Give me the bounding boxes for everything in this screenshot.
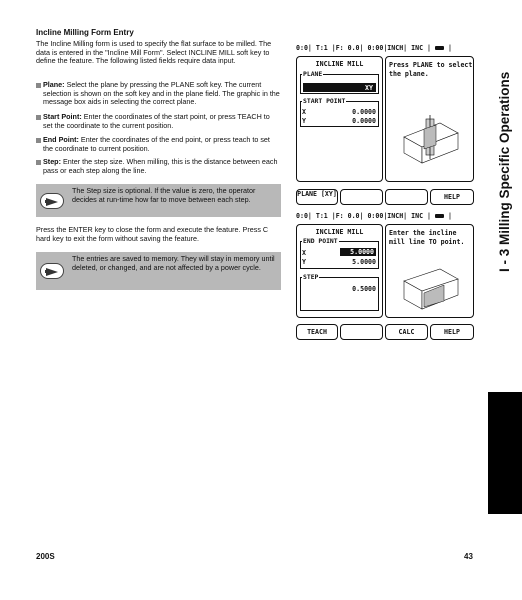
- y-value-field[interactable]: 5.0000: [352, 258, 376, 266]
- bullet-icon: [36, 83, 41, 88]
- step-value-field[interactable]: 0.5000: [352, 285, 376, 293]
- list-item-end-point: End Point: Enter the coordinates of the end point, or press teach to set the coordinate to current position.: [36, 136, 281, 153]
- side-tab-bar: [488, 392, 522, 514]
- status-bar: 0:0| T:1 |F: 0.0| 0:00|INCH| INC | |: [296, 44, 452, 52]
- softkey-3[interactable]: [385, 189, 428, 205]
- note-text: The Step size is optional. If the value is zero, the operator decides at run-time how far to move between each step.: [72, 186, 256, 204]
- form-panel: [296, 224, 383, 318]
- section-heading: Incline Milling Form Entry: [36, 28, 134, 37]
- plane-graphic: [400, 115, 462, 167]
- form-title: INCLINE MILL: [315, 60, 364, 68]
- readout-screen-2: [296, 212, 474, 344]
- softkey-plane[interactable]: PLANE [XY]: [296, 189, 338, 205]
- x-value-field[interactable]: 0.0000: [352, 108, 376, 116]
- page-number: 43: [464, 552, 473, 561]
- group-label: END POINT: [303, 237, 338, 245]
- form-title: INCLINE MILL: [315, 228, 364, 236]
- step-group: [300, 277, 379, 311]
- bullet-icon: [36, 115, 41, 120]
- paragraph-enter: Press the ENTER key to close the form and execute the feature. Press C hard key to exit the form without saving the feature.: [36, 225, 269, 243]
- bullet-icon: [36, 138, 41, 143]
- note-box-step: [36, 184, 281, 217]
- message-text: Enter the incline mill line TO point.: [389, 229, 465, 246]
- y-value-field[interactable]: 0.0000: [352, 117, 376, 125]
- plane-field[interactable]: XY: [303, 83, 376, 92]
- list-item-plane: Plane: Select the plane by pressing the PLANE soft key. The current selection is shown on the soft key and in the plane field. The graphic in the message box aids in selecting the correct plane.: [36, 81, 281, 107]
- pencil-icon: [435, 46, 444, 50]
- softkey-2[interactable]: [340, 189, 383, 205]
- side-title: I - 3 Milling Specific Operations: [497, 71, 512, 272]
- note-text: The entries are saved to memory. They will stay in memory until deleted, or changed, and are not affected by a power cycle.: [72, 254, 275, 272]
- status-bar: 0:0| T:1 |F: 0.0| 0:00|INCH| INC | |: [296, 212, 452, 220]
- list-item-start-point: Start Point: Enter the coordinates of the start point, or press TEACH to set the coordinate to the current position.: [36, 113, 281, 130]
- axis-label: Y: [302, 117, 306, 125]
- footer-left: 200S: [36, 552, 55, 561]
- softkey-calc[interactable]: CALC: [385, 324, 428, 340]
- incline-graphic: [400, 263, 462, 313]
- message-text: Press PLANE to select the plane.: [389, 61, 473, 78]
- softkey-help[interactable]: HELP: [430, 189, 474, 205]
- axis-label: X: [302, 249, 306, 257]
- pencil-icon: [435, 214, 444, 218]
- x-value-field[interactable]: 5.0000: [340, 248, 376, 256]
- softkey-2[interactable]: [340, 324, 383, 340]
- group-label: PLANE: [303, 70, 323, 78]
- message-panel: [385, 56, 474, 182]
- intro-paragraph: The Incline Milling form is used to specify the flat surface to be milled. The data is entered in the "Incline Mill Form". Select INCLINE MILL soft key to define the feature. The following listed fields require data input.: [36, 39, 272, 66]
- message-panel: [385, 224, 474, 318]
- axis-label: X: [302, 108, 306, 116]
- note-box-memory: [36, 252, 281, 290]
- list-item-step: Step: Enter the step size. When milling, this is the distance between each pass or each step along the line.: [36, 158, 281, 175]
- arrow-icon: [40, 263, 64, 279]
- softkey-teach[interactable]: TEACH: [296, 324, 338, 340]
- softkey-help[interactable]: HELP: [430, 324, 474, 340]
- readout-screen-1: [296, 44, 474, 210]
- group-label: START POINT: [303, 97, 346, 105]
- form-panel: [296, 56, 383, 182]
- bullet-icon: [36, 160, 41, 165]
- axis-label: Y: [302, 258, 306, 266]
- group-label: STEP: [303, 273, 319, 281]
- arrow-icon: [40, 193, 64, 209]
